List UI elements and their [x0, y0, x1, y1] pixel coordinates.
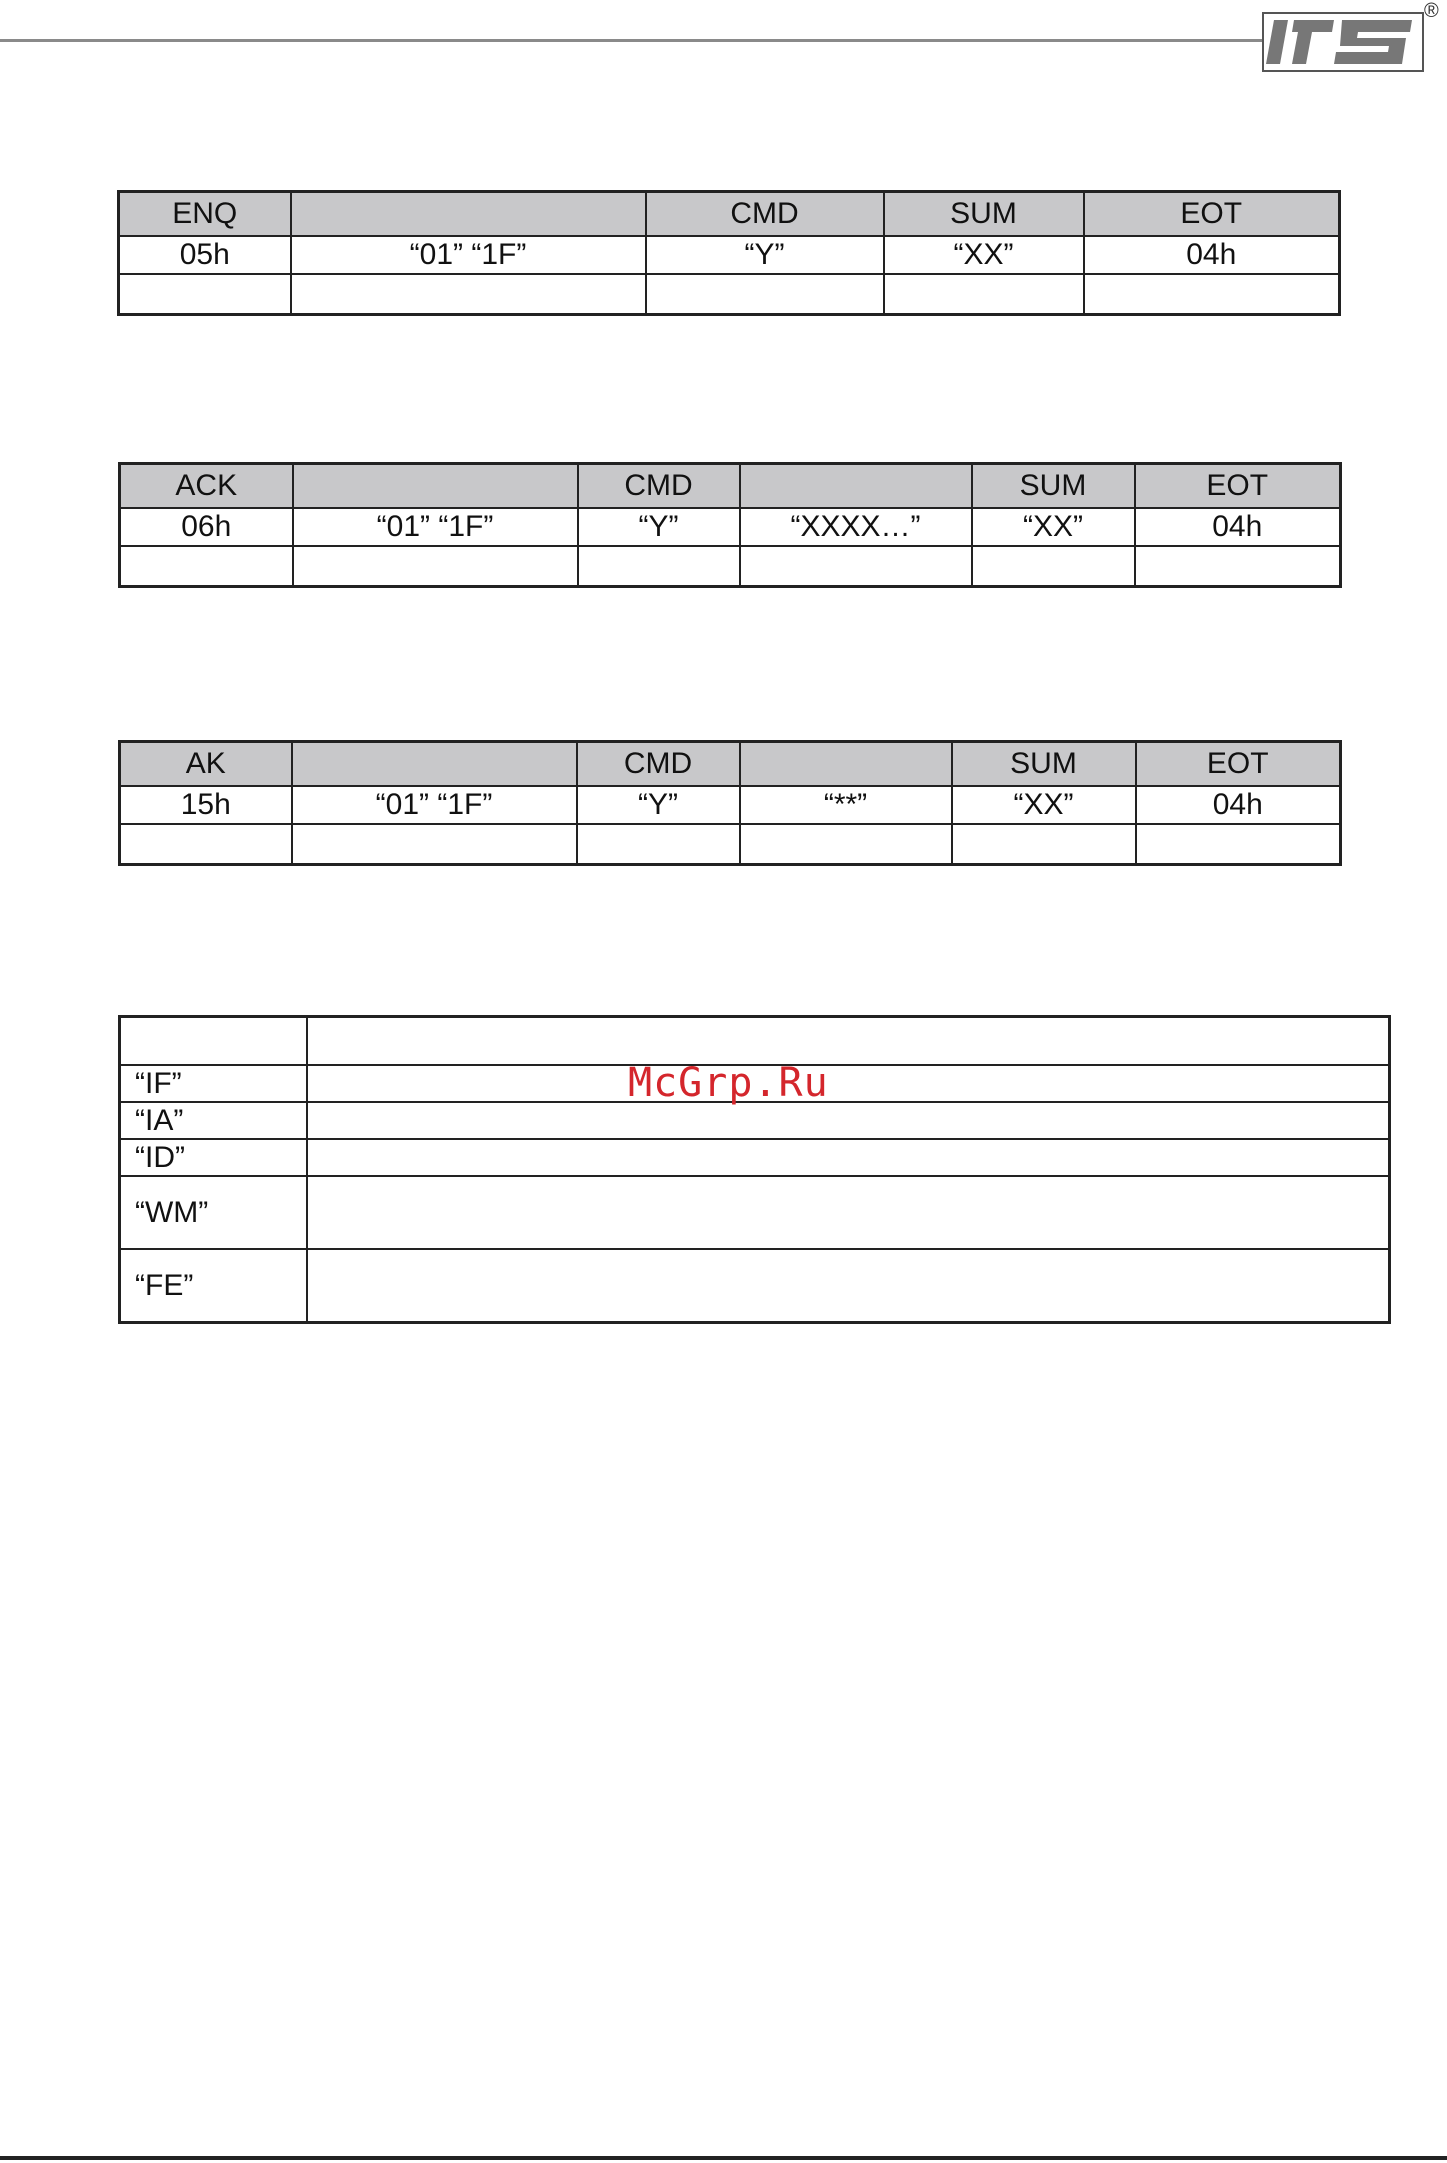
nak-blank-cell	[292, 824, 577, 865]
ack-blank-cell	[1135, 546, 1341, 587]
ack-header-cell: CMD	[578, 464, 740, 509]
error-code-cell	[120, 1017, 307, 1066]
error-code-cell: “IA”	[120, 1102, 307, 1139]
enq-value-cell: 05h	[119, 236, 291, 274]
ack-value-cell: “XX”	[972, 508, 1135, 546]
ack-blank-cell	[740, 546, 972, 587]
error-desc-cell	[307, 1065, 1390, 1102]
ack-value-cell: “XXXX…”	[740, 508, 972, 546]
ack-header-cell: EOT	[1135, 464, 1341, 509]
error-code-cell: “FE”	[120, 1249, 307, 1323]
error-code-row	[120, 1139, 1390, 1176]
nak-header-cell: SUM	[952, 742, 1136, 787]
error-desc-cell	[307, 1102, 1390, 1139]
nak-value-cell: “**”	[740, 786, 952, 824]
error-code-cell: “WM”	[120, 1176, 307, 1249]
nak-blank-cell	[952, 824, 1136, 865]
enq-blank-row	[119, 274, 1340, 315]
nak-header-cell: AK	[120, 742, 292, 787]
enq-frame-table	[117, 190, 1341, 316]
nak-value-row	[120, 786, 1341, 824]
enq-header-cell: SUM	[884, 192, 1084, 237]
ack-value-cell: 04h	[1135, 508, 1341, 546]
ack-header-cell: SUM	[972, 464, 1135, 509]
error-code-row	[120, 1176, 1390, 1249]
enq-header-cell: ENQ	[119, 192, 291, 237]
error-code-header-row	[120, 1017, 1390, 1066]
enq-value-cell: “Y”	[646, 236, 884, 274]
error-desc-cell	[307, 1139, 1390, 1176]
error-code-cell: “ID”	[120, 1139, 307, 1176]
nak-value-cell: 04h	[1136, 786, 1341, 824]
nak-header-cell	[292, 742, 577, 787]
error-desc-cell	[307, 1249, 1390, 1323]
ack-blank-cell	[578, 546, 740, 587]
header-rule	[0, 39, 1262, 42]
nak-value-cell: “XX”	[952, 786, 1136, 824]
error-desc-cell	[307, 1017, 1390, 1066]
ack-blank-row	[120, 546, 1341, 587]
nak-value-cell: 15h	[120, 786, 292, 824]
ack-header-cell	[293, 464, 578, 509]
ack-value-cell: “01” “1F”	[293, 508, 578, 546]
error-desc-cell	[307, 1176, 1390, 1249]
footer-rule	[0, 2156, 1447, 2160]
nak-header-cell: EOT	[1136, 742, 1341, 787]
ack-header-row	[120, 464, 1341, 509]
nak-blank-row	[120, 824, 1341, 865]
ack-value-cell: 06h	[120, 508, 293, 546]
enq-blank-cell	[291, 274, 646, 315]
watermark-text: McGrp.Ru	[628, 1060, 829, 1106]
enq-header-cell	[291, 192, 646, 237]
nak-blank-cell	[740, 824, 952, 865]
enq-header-row	[119, 192, 1340, 237]
registered-mark: ®	[1424, 0, 1439, 22]
enq-value-cell: “01” “1F”	[291, 236, 646, 274]
error-code-row	[120, 1102, 1390, 1139]
nak-header-row	[120, 742, 1341, 787]
error-code-cell: “IF”	[120, 1065, 307, 1102]
nak-header-cell: CMD	[577, 742, 740, 787]
ack-value-row	[120, 508, 1341, 546]
ack-value-cell: “Y”	[578, 508, 740, 546]
tsc-logo-icon	[1262, 12, 1424, 72]
nak-value-cell: “Y”	[577, 786, 740, 824]
ack-blank-cell	[293, 546, 578, 587]
nak-blank-cell	[1136, 824, 1341, 865]
ack-header-cell	[740, 464, 972, 509]
ack-blank-cell	[120, 546, 293, 587]
enq-value-cell: “XX”	[884, 236, 1084, 274]
nak-blank-cell	[120, 824, 292, 865]
nak-value-cell: “01” “1F”	[292, 786, 577, 824]
enq-blank-cell	[884, 274, 1084, 315]
ack-frame-table	[118, 462, 1342, 588]
enq-header-cell: CMD	[646, 192, 884, 237]
error-code-row	[120, 1249, 1390, 1323]
nak-header-cell	[740, 742, 952, 787]
nak-frame-table	[118, 740, 1342, 866]
enq-blank-cell	[119, 274, 291, 315]
ack-header-cell: ACK	[120, 464, 293, 509]
enq-header-cell: EOT	[1084, 192, 1340, 237]
nak-blank-cell	[577, 824, 740, 865]
enq-value-cell: 04h	[1084, 236, 1340, 274]
enq-value-row	[119, 236, 1340, 274]
ack-blank-cell	[972, 546, 1135, 587]
enq-blank-cell	[1084, 274, 1340, 315]
enq-blank-cell	[646, 274, 884, 315]
